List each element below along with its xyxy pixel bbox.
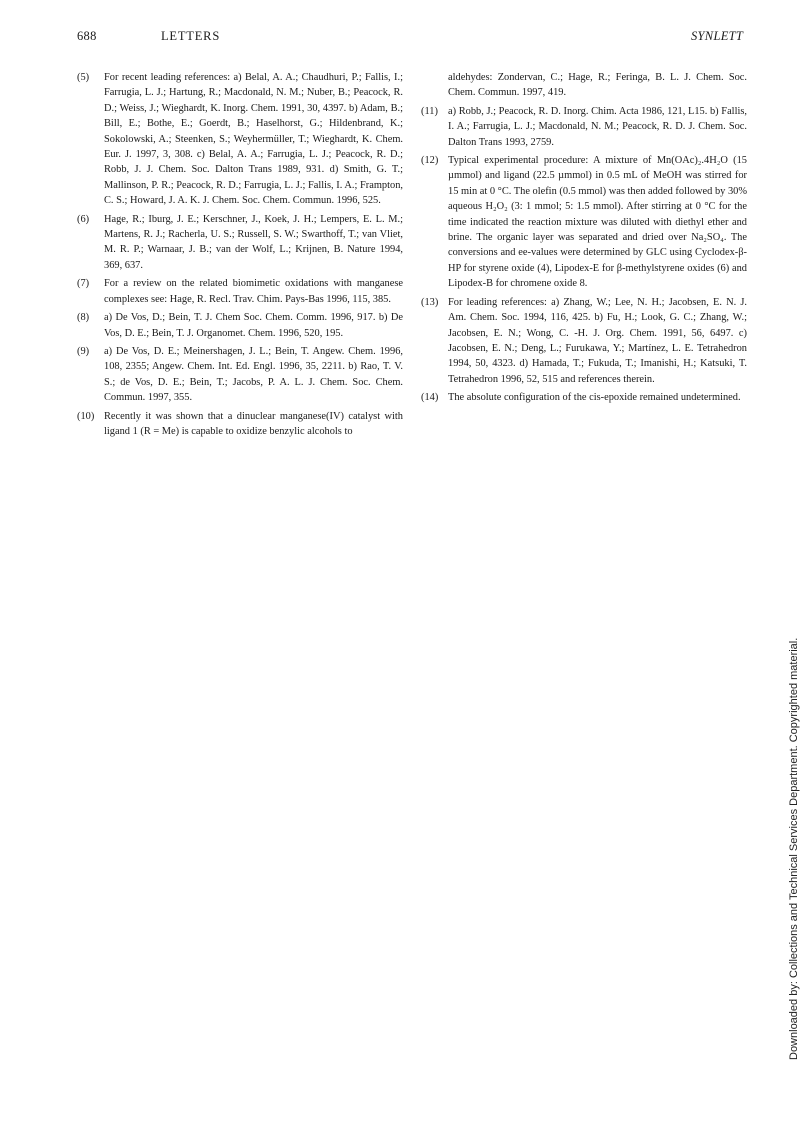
reference-text: For a review on the related biomimetic oxidations with manganese complexes see: Hage, R. Recl. Trav. Chim. Pays-Bas 1996, 115, 385.: [104, 278, 403, 305]
journal-name: SYNLETT: [691, 29, 744, 43]
reference-text: aldehydes: Zondervan, C.; Hage, R.; Feringa, B. L. J. Chem. Soc. Chem. Commun. 1997, 419.: [448, 72, 747, 99]
reference-number: (11): [421, 105, 438, 117]
reference-5: [77, 70, 403, 209]
reference-6: [77, 212, 403, 274]
reference-text: Hage, R.; Iburg, J. E.; Kerschner, J., Koek, J. H.; Lempers, E. L. M.; Martens, R. J.; Racherla, U. S.; Russell, S. W.; Swarthoff, T.; van Vliet, M. R. P.; Warnaar, J. B.; van der Wolf, L.; Krijnen, B. Nature 1994, 369, 637.: [104, 213, 403, 271]
download-watermark: Downloaded by: Collections and Technical Services Department. Copyrighted material.: [788, 637, 800, 1060]
reference-10-continued: [421, 70, 747, 101]
reference-text: a) Robb, J.; Peacock, R. D. Inorg. Chim. Acta 1986, 121, L15. b) Fallis, I. A.; Farrugia, L. J.; Macdonald, N. M.; Peacock, R. D. J. Chem. Soc. Dalton Trans 1993, 2759.: [448, 105, 747, 148]
reference-number: (7): [77, 278, 90, 290]
reference-text: For recent leading references: a) Belal, A. A.; Chaudhuri, P.; Fallis, I.; Farrugia, L. J.; Hartung, R.; Macdonald, N. M.; Nuber, B.; Peacock, R. D.; Weiss, J.; Wieghardt, K. Inorg. Chem. 1991, 30, 4397. b) Adam, B.; Bill, E.; Bothe, E.; Goerdt, B.; Haselhorst, G.; Hildenbrand, K.; Sokolowski, A.; Steenken, S.; Weyhermüller, T.; Wieghardt, K. Chem. Eur. J. 1997, 3, 308. c) Belal, A. A.; Farrugia, L. J.; Peacock, R. D.; Robb, J. J. Chem. Soc. Dalton Trans 1989, 931. d) Smith, G. T.; Mallinson, P. R.; Peacock, R. D.; Farrugia, L. J.; Fallis, I. A.; Frampton, C. S.; Howard, J. A. K. J. Chem. Soc. Chem. Commun. 1996, 525.: [104, 72, 403, 207]
reference-11: [421, 104, 747, 150]
reference-number: (5): [77, 72, 90, 83]
reference-number: (9): [77, 345, 90, 357]
reference-text: a) De Vos, D. E.; Meinershagen, J. L.; Bein, T. Angew. Chem. 1996, 108, 2355; Angew. Chem. Int. Ed. Engl. 1996, 35, 2211. b) Rao, T. V. S.; de Vos, D. E.; Bein, T.; Jacobs, P. A. L. J. Chem. Soc. Chem. Commun. 1997, 355.: [104, 345, 403, 404]
reference-number: (10): [77, 410, 95, 422]
reference-text: Recently it was shown that a dinuclear manganese(IV) catalyst with ligand 1 (R = Me) is capable to oxidize benzylic alcohols to: [104, 410, 403, 437]
page-number: 688: [77, 29, 97, 43]
section-title: LETTERS: [161, 29, 221, 43]
reference-13: [421, 295, 747, 387]
reference-number: (14): [421, 392, 439, 404]
references-left-column: [77, 70, 403, 442]
reference-7: [77, 276, 403, 307]
reference-14: [421, 390, 747, 405]
reference-text: The absolute configuration of the cis-epoxide remained undetermined.: [448, 392, 741, 404]
reference-12: [421, 153, 747, 292]
reference-text: Typical experimental procedure: A mixture of Mn(OAc)₂.4H₂O (15 µmmol) and ligand (22.5 µmmol) in 0.5 mL of MeOH was stirred for 15 min at 0 °C. The olefin (0.5 mmol) was then added followed by 30% aqueous H₂O₂ (3: 1 mmol; 5: 1.5 mmol). After stirring at 0 °C for the time indicated the reaction mixture was diluted with diethyl ether and brine. The organic layer was separated and dried over Na₂SO₄. The conversions and ee-values were determined by GLC using Cyclodex-β-HP for styrene oxide (4), Lipodex-E for β-methylstyrene oxides (6) and Lipodex-B for chromene oxide 8.: [448, 155, 747, 290]
reference-text: For leading references: a) Zhang, W.; Lee, N. H.; Jacobsen, E. N. J. Am. Chem. Soc. 1994, 116, 425. b) Fu, H.; Look, G. C.; Zhang, W.; Jacobsen, E. N.; Wong, C. -H. J. Org. Chem. 1991, 56, 6497. c) Jacobsen, E. N.; Deng, L.; Furukawa, Y.; Martínez, L. E. Tetrahedron 1994, 50, 4323. d) Hamada, T.; Fukuda, T.; Imanishi, H.; Katsuki, T. Tetrahedron 1996, 52, 515 and references therein.: [448, 296, 747, 385]
reference-number: [421, 70, 448, 101]
reference-number: (8): [77, 312, 90, 324]
reference-8: [77, 310, 403, 341]
reference-10: [77, 409, 403, 440]
reference-text: a) De Vos, D.; Bein, T. J. Chem Soc. Chem. Comm. 1996, 917. b) De Vos, D. E.; Bein, T. J. Organomet. Chem. 1996, 520, 195.: [104, 312, 403, 339]
reference-number: (13): [421, 296, 439, 308]
references-right-column: [421, 70, 747, 409]
reference-9: [77, 344, 403, 406]
reference-number: (6): [77, 213, 90, 225]
reference-number: (12): [421, 155, 439, 167]
